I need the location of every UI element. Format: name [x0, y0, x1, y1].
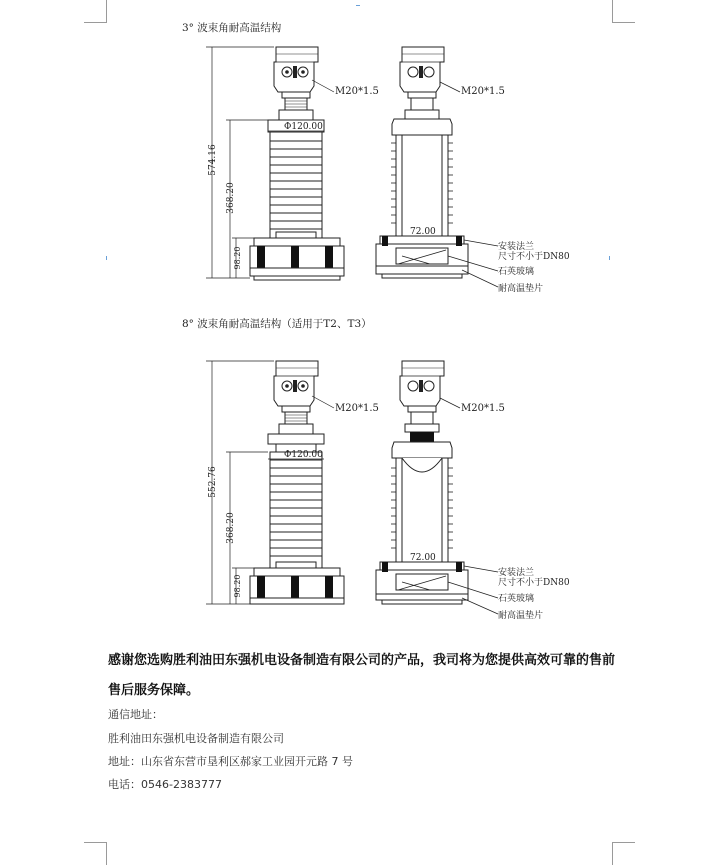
figure2-label-flange-size: 尺寸不小于DN80: [498, 578, 570, 588]
contact-phone: 电话：0546-2383777: [108, 778, 222, 791]
figure1-dim-total: 574.16: [208, 144, 218, 176]
figure2-label-gasket: 耐高温垫片: [498, 611, 544, 621]
figure1-label-flange: 安装法兰: [498, 242, 535, 252]
contact-address: 地址：山东省东营市垦利区郝家工业园开元路 7 号: [108, 755, 353, 768]
figure2-outline-view: [250, 361, 344, 604]
figure1-dim-inner: 72.00: [410, 227, 436, 237]
figure2-dim-mid: 368.20: [226, 512, 236, 544]
contact-heading: 通信地址：: [108, 708, 163, 721]
thanks-paragraph: 感谢您选购胜利油田东强机电设备制造有限公司的产品，我司将为您提供高效可靠的售前售后服务保障。: [108, 653, 616, 698]
figure1-label-quartz: 石英玻璃: [498, 267, 535, 277]
figure1-section-view: [376, 47, 468, 278]
crop-mark-bottom-left: [84, 842, 107, 865]
figure1-outline-view: [250, 47, 344, 280]
figure2-label-flange: 安装法兰: [498, 568, 535, 578]
figure1-label-gasket: 耐高温垫片: [498, 284, 544, 294]
figure2-title: 8° 波束角耐高温结构（适用于T2、T3）: [182, 318, 372, 330]
figure1-diameter: Φ120.00: [284, 122, 323, 132]
figure2-thread-right: M20*1.5: [461, 403, 505, 414]
figure1-dim-mid: 368.20: [226, 182, 236, 214]
crop-mark-bottom-right: [612, 842, 635, 865]
figure1-label-flange-size: 尺寸不小于DN80: [498, 252, 570, 262]
figure1-dim-base: 98.20: [233, 246, 242, 270]
figure1-thread-left: M20*1.5: [335, 86, 379, 97]
contact-company: 胜利油田东强机电设备制造有限公司: [108, 732, 284, 745]
figure2-thread-left: M20*1.5: [335, 403, 379, 414]
figure2-label-quartz: 石英玻璃: [498, 594, 535, 604]
figure2-diameter: Φ120.00: [284, 450, 323, 460]
figure2-dim-inner: 72.00: [410, 553, 436, 563]
figure2-dim-total: 552.76: [208, 466, 218, 498]
figure1-title: 3° 波束角耐高温结构: [182, 22, 282, 34]
figure2-dim-base: 98.20: [233, 574, 242, 598]
figure2-section-view: [376, 361, 468, 604]
figure1-thread-right: M20*1.5: [461, 86, 505, 97]
